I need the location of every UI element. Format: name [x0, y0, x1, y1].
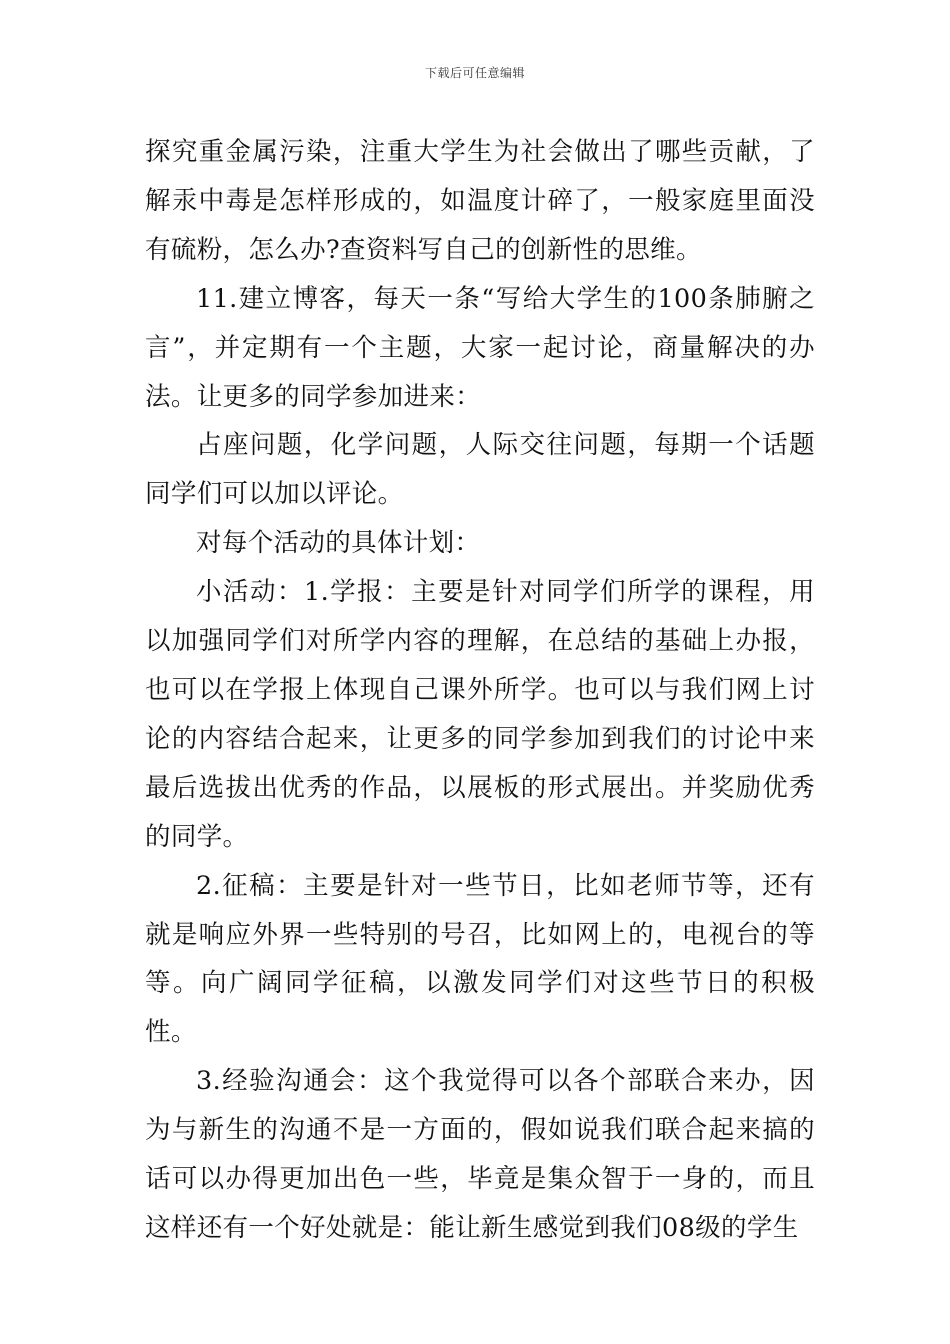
paragraph-activity-plan-heading: 对每个活动的具体计划： — [196, 528, 481, 559]
page-header: 下载后可任意编辑 — [424, 66, 525, 80]
paragraph-blog-plan: 11.建立博客，每天一条“写给大学生的100条肺腑之言”，并定期有一个主题，大家一起讨论，商量解决的办法。让更多的同学参加进来： — [145, 283, 815, 412]
paragraph-school-newspaper: 小活动：1.学报：主要是针对同学们所学的课程，用以加强同学们对所学内容的理解，在总结的基础上办报，也可以在学报上体现自己课外所学。也可以与我们网上讨论的内容结合起来，让更多的同学参加到我们的讨论中来最后选拔出优秀的作品，以展板的形式展出。并奖励优秀的同学。 — [145, 577, 815, 852]
paragraph-experience-exchange: 3.经验沟通会：这个我觉得可以各个部联合来办，因为与新生的沟通不是一方面的，假如说我们联合起来搞的话可以办得更加出色一些，毕竟是集众智于一身的，而且这样还有一个好处就是：能让新生感觉到我们08级的学生 — [145, 1066, 815, 1243]
paragraph-pollution-research: 探究重金属污染，注重大学生为社会做出了哪些贡献，了解汞中毒是怎样形成的，如温度计碎了，一般家庭里面没有硫粉，怎么办?查资料写自己的创新性的思维。 — [145, 137, 815, 265]
paragraph-call-for-submissions: 2.征稿：主要是针对一些节日，比如老师节等，还有就是响应外界一些特别的号召，比如网上的，电视台的等等。向广阔同学征稿，以激发同学们对这些节日的积极性。 — [145, 870, 815, 1048]
paragraph-topics: 占座问题，化学问题，人际交往问题，每期一个话题同学们可以加以评论。 — [145, 430, 815, 510]
document-body — [145, 128, 815, 1253]
